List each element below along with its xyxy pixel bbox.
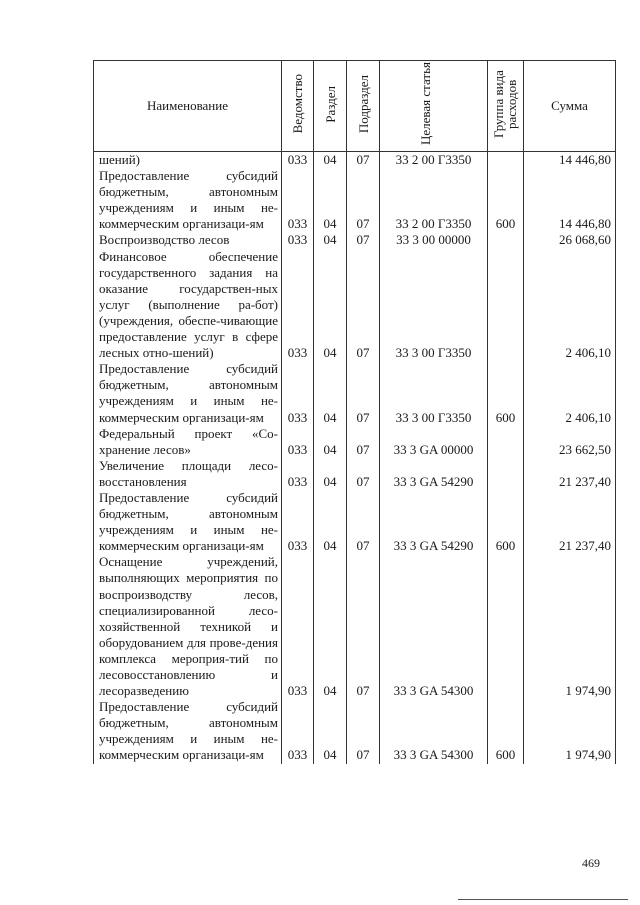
row-vedomstvo: 033 xyxy=(282,426,314,458)
row-razdel: 04 xyxy=(314,168,347,232)
row-podrazdel: 07 xyxy=(347,232,380,248)
row-razdel: 04 xyxy=(314,699,347,763)
table-row xyxy=(94,361,616,425)
row-celevaya-statya: 33 3 GA 54290 xyxy=(380,490,488,554)
row-gruppa: 600 xyxy=(488,361,524,425)
table-body xyxy=(94,152,616,764)
page-number: 469 xyxy=(582,856,600,870)
row-gruppa xyxy=(488,232,524,248)
row-podrazdel: 07 xyxy=(347,554,380,699)
row-name: Предоставление субсидий бюджетным, автономным учреждениям и иным не-коммерческим организаци-ям xyxy=(94,490,282,554)
table-row xyxy=(94,554,616,699)
budget-table xyxy=(93,60,616,764)
table-row xyxy=(94,168,616,232)
row-summa: 21 237,40 xyxy=(524,490,616,554)
header-razdel: Раздел xyxy=(314,61,347,152)
row-vedomstvo: 033 xyxy=(282,152,314,169)
row-vedomstvo: 033 xyxy=(282,490,314,554)
row-podrazdel: 07 xyxy=(347,426,380,458)
row-razdel: 04 xyxy=(314,458,347,490)
row-celevaya-statya: 33 3 GA 54300 xyxy=(380,554,488,699)
row-celevaya-statya: 33 3 GA 54290 xyxy=(380,458,488,490)
row-celevaya-statya: 33 3 00 Г3350 xyxy=(380,249,488,362)
row-summa: 1 974,90 xyxy=(524,554,616,699)
row-gruppa: 600 xyxy=(488,168,524,232)
row-name: Предоставление субсидий бюджетным, автономным учреждениям и иным не-коммерческим организаци-ям xyxy=(94,361,282,425)
row-gruppa xyxy=(488,249,524,362)
row-name: шений) xyxy=(94,152,282,169)
row-vedomstvo: 033 xyxy=(282,249,314,362)
table-row xyxy=(94,458,616,490)
row-podrazdel: 07 xyxy=(347,490,380,554)
row-vedomstvo: 033 xyxy=(282,168,314,232)
row-podrazdel: 07 xyxy=(347,168,380,232)
row-summa: 2 406,10 xyxy=(524,249,616,362)
row-gruppa xyxy=(488,152,524,169)
row-summa: 26 068,60 xyxy=(524,232,616,248)
table-row xyxy=(94,249,616,362)
row-razdel: 04 xyxy=(314,554,347,699)
table-row xyxy=(94,699,616,763)
row-gruppa xyxy=(488,426,524,458)
row-celevaya-statya: 33 3 00 00000 xyxy=(380,232,488,248)
row-summa: 14 446,80 xyxy=(524,168,616,232)
row-celevaya-statya: 33 3 00 Г3350 xyxy=(380,361,488,425)
row-name: Увеличение площади лесо-восстановления xyxy=(94,458,282,490)
row-name: Финансовое обеспечение государственного задания на оказание государствен-ных услуг (выполнение ра-бот) (учреждения, обеспе-чивающие предоставление услуг в сфере лесных отно-шений) xyxy=(94,249,282,362)
header-podrazdel: Подраздел xyxy=(347,61,380,152)
row-vedomstvo: 033 xyxy=(282,554,314,699)
table-header xyxy=(94,61,616,152)
row-summa: 23 662,50 xyxy=(524,426,616,458)
row-vedomstvo: 033 xyxy=(282,232,314,248)
row-razdel: 04 xyxy=(314,426,347,458)
row-celevaya-statya: 33 3 GA 00000 xyxy=(380,426,488,458)
header-vedomstvo: Ведомство xyxy=(282,61,314,152)
header-gruppa-vida-rashodov: Группа вида расходов xyxy=(488,61,524,152)
row-gruppa: 600 xyxy=(488,490,524,554)
row-name: Предоставление субсидий бюджетным, автономным учреждениям и иным не-коммерческим организаци-ям xyxy=(94,168,282,232)
row-gruppa xyxy=(488,554,524,699)
row-podrazdel: 07 xyxy=(347,458,380,490)
row-celevaya-statya: 33 3 GA 54300 xyxy=(380,699,488,763)
row-podrazdel: 07 xyxy=(347,152,380,169)
row-gruppa xyxy=(488,458,524,490)
row-name: Федеральный проект «Со-хранение лесов» xyxy=(94,426,282,458)
header-name: Наименование xyxy=(94,61,282,152)
row-name: Оснащение учреждений, выполняющих мероприятия по воспроизводству лесов, специализированной лесо-хозяйственной техникой и оборудованием для прове-дения комплекса мероприя-тий по лесовосстановлению и лесоразведению xyxy=(94,554,282,699)
row-razdel: 04 xyxy=(314,490,347,554)
row-podrazdel: 07 xyxy=(347,249,380,362)
table-row xyxy=(94,426,616,458)
row-summa: 14 446,80 xyxy=(524,152,616,169)
table-row xyxy=(94,152,616,169)
row-podrazdel: 07 xyxy=(347,699,380,763)
row-vedomstvo: 033 xyxy=(282,361,314,425)
table-row xyxy=(94,490,616,554)
row-name: Предоставление субсидий бюджетным, автономным учреждениям и иным не-коммерческим организаци-ям xyxy=(94,699,282,763)
row-razdel: 04 xyxy=(314,361,347,425)
header-celevaya-statya: Целевая статья xyxy=(380,61,488,152)
row-vedomstvo: 033 xyxy=(282,458,314,490)
header-summa: Сумма xyxy=(524,61,616,152)
row-razdel: 04 xyxy=(314,232,347,248)
row-vedomstvo: 033 xyxy=(282,699,314,763)
row-celevaya-statya: 33 2 00 Г3350 xyxy=(380,168,488,232)
row-podrazdel: 07 xyxy=(347,361,380,425)
row-name: Воспроизводство лесов xyxy=(94,232,282,248)
row-razdel: 04 xyxy=(314,249,347,362)
row-summa: 1 974,90 xyxy=(524,699,616,763)
row-summa: 21 237,40 xyxy=(524,458,616,490)
row-razdel: 04 xyxy=(314,152,347,169)
row-summa: 2 406,10 xyxy=(524,361,616,425)
row-gruppa: 600 xyxy=(488,699,524,763)
footer-rule xyxy=(458,899,628,900)
table-row xyxy=(94,232,616,248)
row-celevaya-statya: 33 2 00 Г3350 xyxy=(380,152,488,169)
